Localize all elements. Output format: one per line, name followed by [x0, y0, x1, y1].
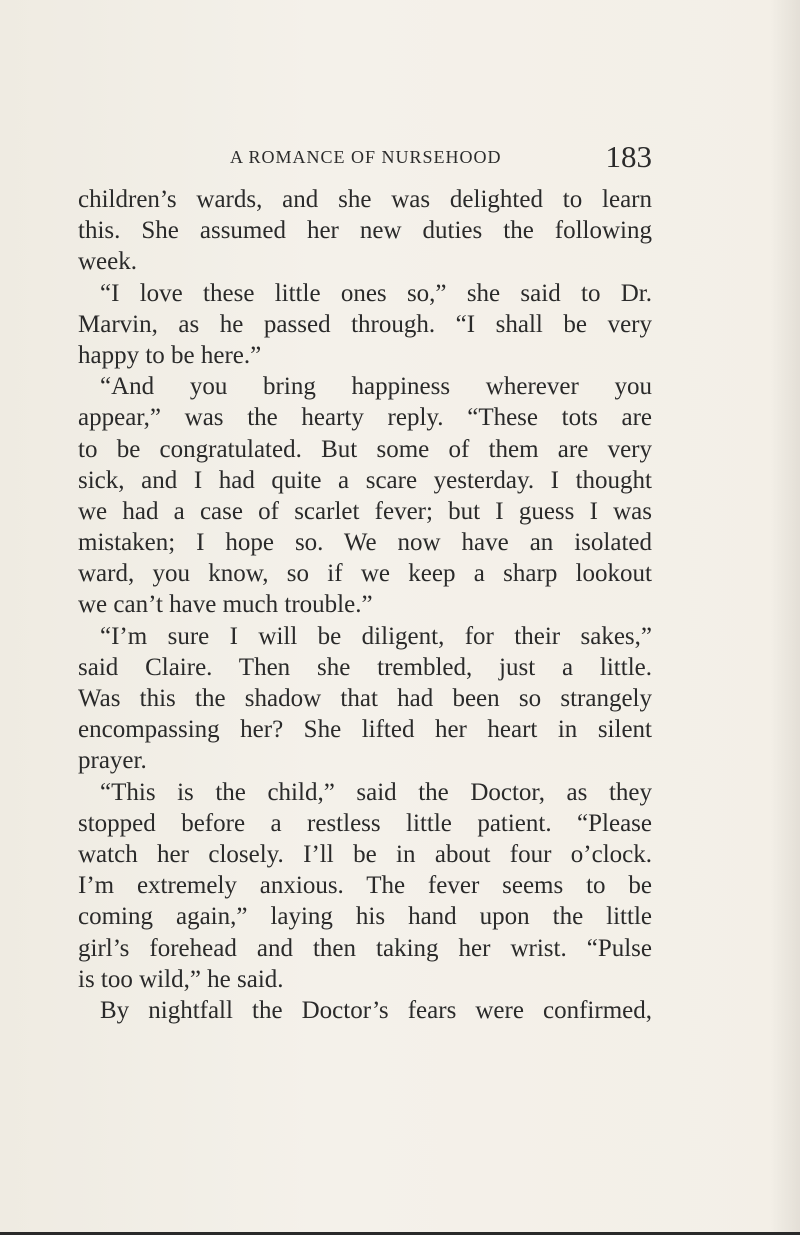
text-line: children’s wards, and she was delighted to learn — [78, 186, 652, 213]
text-line: watch her closely. I’ll be in about four o’clock. — [78, 840, 652, 868]
text-line: “I’m sure I will be diligent, for their sakes,” — [100, 622, 652, 650]
page-edge-shadow — [770, 0, 800, 1235]
text-line: prayer. — [78, 747, 147, 775]
text-line: “I love these little ones so,” she said to Dr. — [100, 279, 652, 307]
text-line: happy to be here.” — [78, 341, 262, 369]
text-line: “This is the child,” said the Doctor, as they — [100, 778, 652, 806]
running-head-title: A ROMANCE OF NURSEHOOD — [230, 147, 502, 167]
page-number: 183 — [605, 139, 652, 174]
text-line: to be congratulated. But some of them are very — [78, 435, 652, 463]
text-line: appear,” was the hearty reply. “These tots are — [78, 404, 652, 432]
text-line: is too wild,” he said. — [78, 965, 284, 993]
text-line: stopped before a restless little patient. “Please — [78, 809, 652, 837]
text-line: encompassing her? She lifted her heart in silent — [78, 716, 652, 744]
text-line: week. — [78, 248, 137, 276]
text-line: girl’s forehead and then taking her wrist. “Pulse — [78, 934, 652, 962]
text-line: said Claire. Then she trembled, just a little. — [78, 653, 652, 681]
text-line: mistaken; I hope so. We now have an isolated — [78, 529, 652, 557]
text-line: coming again,” laying his hand upon the little — [78, 903, 652, 931]
text-line: Marvin, as he passed through. “I shall be very — [78, 310, 652, 338]
text-line: By nightfall the Doctor’s fears were confirmed, — [100, 996, 652, 1024]
running-head — [78, 139, 652, 174]
text-line: “And you bring happiness wherever you — [100, 373, 652, 401]
body-text — [78, 184, 652, 1026]
text-line: ward, you know, so if we keep a sharp lookout — [78, 560, 652, 588]
text-line: this. She assumed her new duties the following — [78, 217, 652, 245]
text-line: we had a case of scarlet fever; but I guess I was — [78, 497, 652, 525]
text-line: sick, and I had quite a scare yesterday. I thought — [78, 466, 652, 494]
text-line: Was this the shadow that had been so strangely — [78, 685, 652, 712]
text-line: we can’t have much trouble.” — [78, 591, 373, 619]
text-line: I’m extremely anxious. The fever seems to be — [78, 872, 652, 900]
